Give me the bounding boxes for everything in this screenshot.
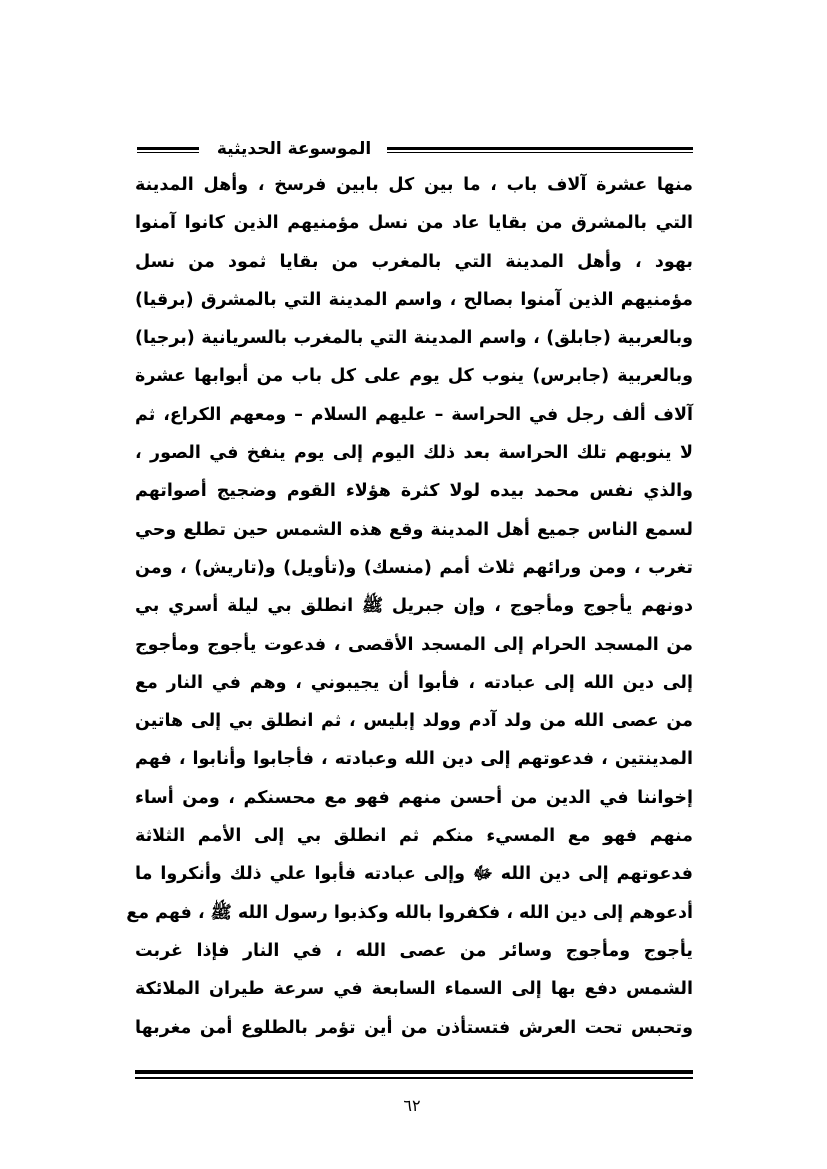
text-line: وبالعربية (جابرس) ينوب كل يوم على كل باب من أبوابها عشرة bbox=[135, 366, 693, 387]
text-line: وبالعربية (جابلق) ، واسم المدينة التي بالمغرب بالسريانية (برجيا) bbox=[135, 328, 693, 349]
text-line: من المسجد الحرام إلى المسجد الأقصى ، فدعوت يأجوج ومأجوج bbox=[135, 634, 693, 655]
text-line: منهم فهو مع المسيء منكم ثم انطلق بي إلى الأمم الثلاثة bbox=[135, 826, 693, 847]
header-rule-left bbox=[137, 147, 199, 153]
text-line: بهود ، وأهل المدينة التي بالمغرب من بقايا ثمود من نسل bbox=[135, 251, 693, 272]
text-line: التي بالمشرق من بقايا عاد من نسل مؤمنيهم الذين كانوا آمنوا bbox=[135, 213, 693, 234]
text-line: والذي نفس محمد بيده لولا كثرة هؤلاء القوم وضجيج أصواتهم bbox=[135, 481, 693, 502]
text-line: المدينتين ، فدعوتهم إلى دين الله وعبادته ، فأجابوا وأنابوا ، فهم bbox=[135, 749, 693, 770]
text-line: وتحبس تحت العرش فتستأذن من أين تؤمر بالطلوع أمن مغربها bbox=[135, 1017, 693, 1038]
text-line: آلاف ألف رجل في الحراسة – عليهم السلام – ومعهم الكراع، ثم bbox=[135, 404, 693, 425]
page-number: ٦٢ bbox=[403, 1096, 421, 1115]
header-rule-right bbox=[387, 147, 693, 153]
text-line: دونهم يأجوج ومأجوج ، وإن جبريل ﷺ انطلق بي ليلة أسري بي bbox=[135, 596, 693, 617]
text-line: لا ينوبهم تلك الحراسة بعد ذلك اليوم إلى يوم ينفخ في الصور ، bbox=[135, 443, 693, 464]
text-line: مؤمنيهم الذين آمنوا بصالح ، واسم المدينة التي بالمشرق (برقيا) bbox=[135, 289, 693, 310]
text-line: فدعوتهم إلى دين الله ﷻ وإلى عبادته فأبوا علي ذلك وأنكروا ما bbox=[135, 864, 693, 885]
text-line: من عصى الله من ولد آدم وولد إبليس ، ثم انطلق بي إلى هاتين bbox=[135, 711, 693, 732]
running-header bbox=[135, 136, 693, 164]
text-line: تغرب ، ومن ورائهم ثلاث أمم (منسك) و(تأويل) و(تاريش) ، ومن bbox=[135, 557, 693, 578]
text-line: إخواننا في الدين من أحسن منهم فهو مع محسنكم ، ومن أساء bbox=[135, 787, 693, 808]
text-line: الشمس دفع بها إلى السماء السابعة في سرعة طيران الملائكة bbox=[135, 979, 693, 1000]
text-line: يأجوج ومأجوج وسائر من عصى الله ، في النار فإذا غربت bbox=[135, 940, 693, 961]
footer-rule bbox=[135, 1070, 693, 1079]
text-line: منها عشرة آلاف باب ، ما بين كل بابين فرسخ ، وأهل المدينة bbox=[135, 175, 693, 195]
running-header-title: الموسوعة الحديثية bbox=[216, 139, 372, 159]
body-text bbox=[126, 168, 693, 1049]
text-line: إلى دين الله إلى عبادته ، فأبوا أن يجيبوني ، وهم في النار مع bbox=[135, 672, 693, 693]
text-line: لسمع الناس جميع أهل المدينة وقع هذه الشمس حين تطلع وحي bbox=[135, 519, 693, 540]
text-line: أدعوهم إلى دين الله ، فكفروا بالله وكذبوا رسول الله ﷺ ، فهم مع bbox=[126, 902, 693, 923]
